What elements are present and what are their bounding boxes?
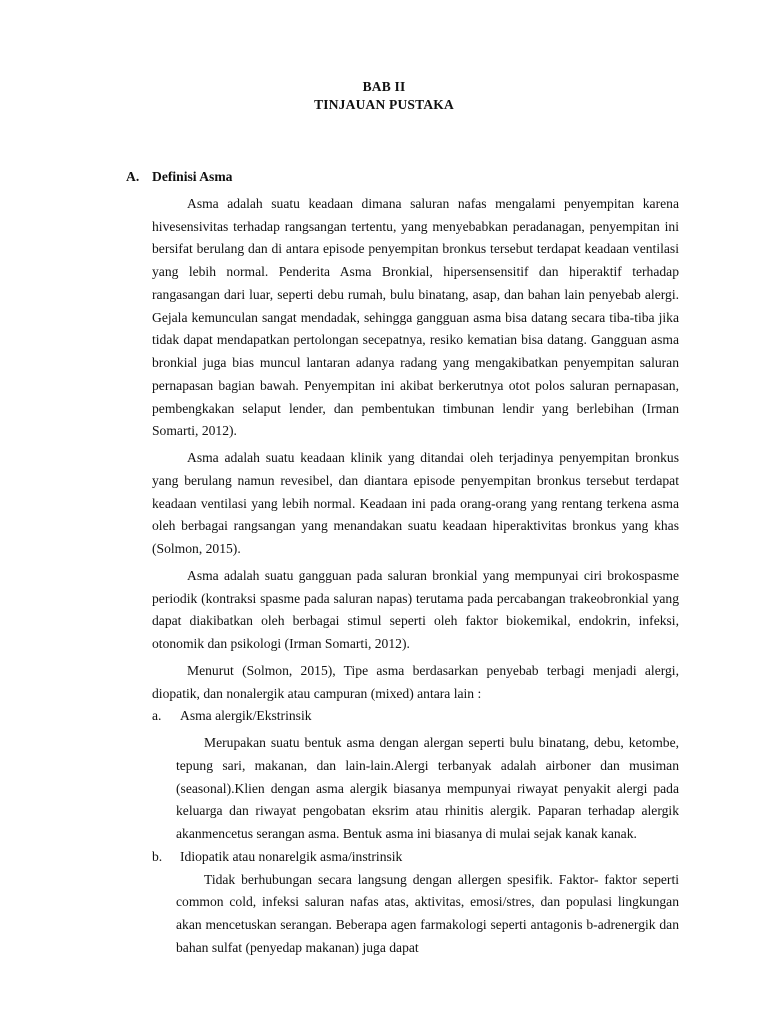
list-item-a	[152, 705, 679, 728]
paragraph-2: Asma adalah suatu keadaan klinik yang ditandai oleh terjadinya penyempitan bronkus yang berulang namun revesibel, dan diantara episode penyempitan bronkus tersebut terdapat keadaan ventilasi yang lebih normal. Keadaan ini pada orang-orang yang rentang terkena asma oleh berbagai rangsangan yang menandakan suatu keadaan hiperaktivitas bronkus yang khas (Solmon, 2015).	[152, 450, 679, 556]
chapter-body	[126, 166, 679, 960]
chapter-title: BAB II	[362, 79, 406, 94]
chapter-subtitle: TINJAUAN PUSTAKA	[314, 97, 454, 112]
section-marker: A.	[126, 169, 140, 184]
list-text-b: Tidak berhubungan secara langsung dengan allergen spesifik. Faktor- faktor seperti common cold, infeksi saluran nafas atas, aktivitas, emosi/stres, dan populasi lingkungan akan mencetuskan serangan. Beberapa agen farmakologi seperti antagonis b-adrenergik dan bahan sulfat (penyedap makanan) juga dapat	[176, 871, 679, 955]
list-marker-b: b.	[152, 848, 163, 864]
list-text-a: Merupakan suatu bentuk asma dengan alergan seperti bulu binatang, debu, ketombe, tepung sari, makanan, dan lain-lain.Alergi terbanyak adalah airboner dan musiman (seasonal).Klien dengan asma alergik biasanya mempunyai riwayat penyakit alergi pada keluarga dan riwayat pengobatan eksrim atau rhinitis alergik. Paparan terhadap alergik akanmencetus serangan asma. Bentuk asma ini biasanya di mulai sejak kanak kanak.	[176, 735, 679, 841]
section-heading	[126, 166, 679, 189]
list-marker-a: a.	[152, 708, 162, 724]
paragraph-3: Asma adalah suatu gangguan pada saluran bronkial yang mempunyai ciri brokospasme periodik (kontraksi spasme pada saluran napas) terutama pada percabangan trakeobronkial yang dapat diakibatkan oleh berbagai stimul seperti oleh faktor biokemikal, endokrin, infeksi, otonomik dan psikologi (Irman Somarti, 2012).	[152, 567, 679, 651]
list-item-b	[152, 846, 679, 869]
paragraph-1: Asma adalah suatu keadaan dimana saluran nafas mengalami penyempitan karena hivesensivitas terhadap rangsangan tertentu, yang menyebabkan peradanagan, penyempitan ini bersifat berulang dan di antara episode penyempitan bronkus tersebut terdapat keadaan ventilasi yang lebih normal. Penderita Asma Bronkial, hipersensensitif dan hiperaktif terhadap rangasangan dari luar, seperti debu rumah, bulu binatang, asap, dan bahan lain penyebab alergi. Gejala kemunculan sangat mendadak, sehingga gangguan asma bisa datang secara tiba-tiba jika tidak dapat mendapatkan pertolongan secepatnya, resiko kematian bisa datang. Gangguan asma bronkial juga bias muncul lantaran adanya radang yang mengakibatkan penyempitan saluran pernapasan bagian bawah. Penyempitan ini akibat berkerutnya otot polos saluran pernapasan, pembengkakan selaput lender, dan pembentukan timbunan lendir yang berlebihan (Irman Somarti, 2012).	[152, 195, 679, 439]
list-label-b: Idiopatik atau nonarelgik asma/instrinsik	[180, 848, 403, 864]
paragraph-4: Menurut (Solmon, 2015), Tipe asma berdasarkan penyebab terbagi menjadi alergi, diopatik, dan nonalergik atau campuran (mixed) antara lain :	[152, 662, 679, 701]
section-heading-text: Definisi Asma	[152, 169, 233, 184]
list-label-a: Asma alergik/Ekstrinsik	[180, 708, 312, 724]
